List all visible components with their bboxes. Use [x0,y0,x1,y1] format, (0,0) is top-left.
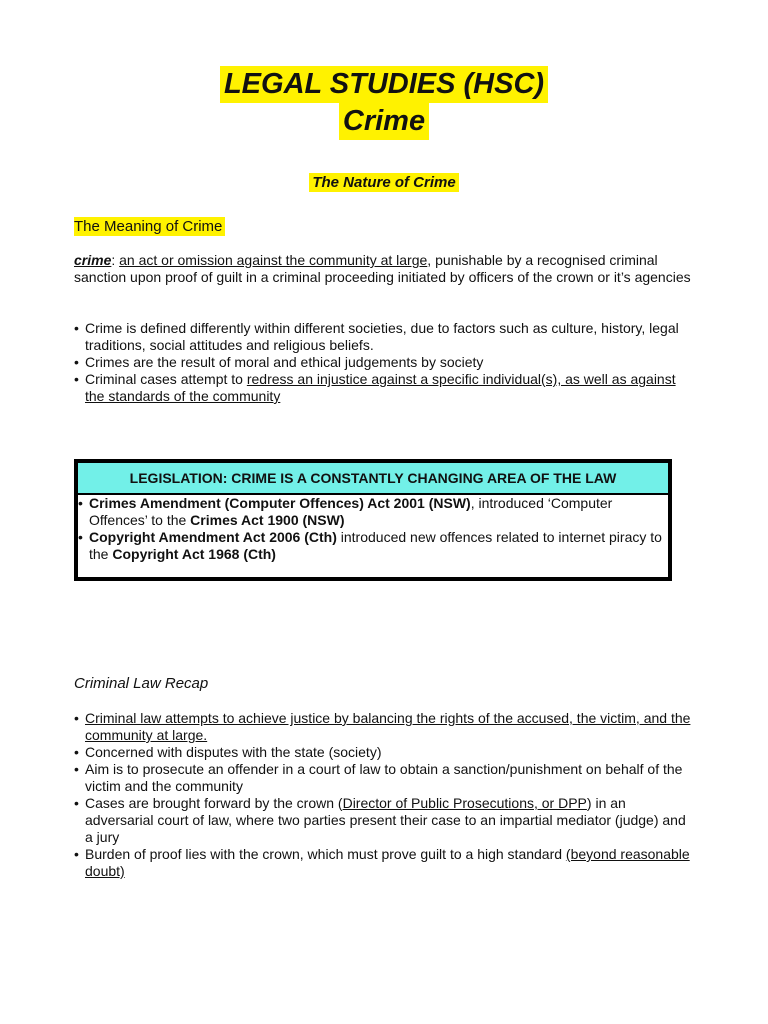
bullet-text: Criminal cases attempt to [85,371,247,387]
bullet-text: Burden of proof lies with the crown, which must prove guilt to a high standard [85,846,566,862]
bullet-text: ) in an adversarial court of law, where two parties present their case to an impartial mediator (judge) and a jury [85,795,686,845]
list-item [74,795,694,846]
section-title [0,174,768,191]
legislation-heading: LEGISLATION: CRIME IS A CONSTANTLY CHANGING AREA OF THE LAW [78,463,668,495]
document-topic: Crime [339,103,429,140]
crime-definition [74,252,694,286]
bullet-text: Crime is defined differently within different societies, due to factors such as culture, history, legal traditions, social attitudes and religious beliefs. [85,320,679,353]
list-item [74,320,694,354]
list-item [74,710,694,744]
section-title-text: The Nature of Crime [309,173,458,192]
bullet-underlined-text: Criminal law attempts to achieve justice by balancing the rights of the accused, the victim, and the community at large. [85,710,691,743]
list-item [74,354,694,371]
definition-underlined: an act or omission against the community at large [119,252,428,268]
legislation-list [78,495,668,563]
bullet-underlined-text: (beyond reasonable doubt) [85,846,690,879]
meaning-bullet-list [74,320,694,405]
bullet-underlined-text: redress an injustice against a specific individual(s), as well as against the standards of the community [85,371,676,404]
legislation-text: , introduced ‘Computer Offences’ to the [89,495,613,528]
list-item [74,761,694,795]
list-item [74,846,694,880]
bullet-text: Crimes are the result of moral and ethical judgements by society [85,354,484,370]
definition-separator: : [111,252,120,268]
list-item [74,744,694,761]
list-item [78,529,668,563]
legislation-text: introduced new offences related to internet piracy to the [89,529,662,562]
definition-rest: , punishable by a recognised criminal sanction upon proof of guilt in a criminal proceeding initiated by officers of the crown or it’s agencies [74,252,691,285]
bullet-text: Concerned with disputes with the state (society) [85,744,382,760]
list-item [74,371,694,405]
recap-bullet-list [74,710,694,880]
act-name: Crimes Act 1900 (NSW) [190,512,345,528]
act-name: Copyright Act 1968 (Cth) [112,546,276,562]
list-item [78,495,668,529]
document-title: LEGAL STUDIES (HSC) [220,66,548,103]
bullet-text: Aim is to prosecute an offender in a court of law to obtain a sanction/punishment on behalf of the victim and the community [85,761,683,794]
document-header [0,66,768,140]
recap-heading: Criminal Law Recap [74,675,209,692]
bullet-text: Cases are brought forward by the crown ( [85,795,343,811]
bullet-underlined-text: Director of Public Prosecutions, or DPP [342,795,587,811]
act-name: Crimes Amendment (Computer Offences) Act 2001 (NSW) [89,495,471,511]
definition-term: crime [74,252,112,268]
act-name: Copyright Amendment Act 2006 (Cth) [89,529,337,545]
meaning-heading: The Meaning of Crime [74,217,225,236]
legislation-box [74,459,672,581]
